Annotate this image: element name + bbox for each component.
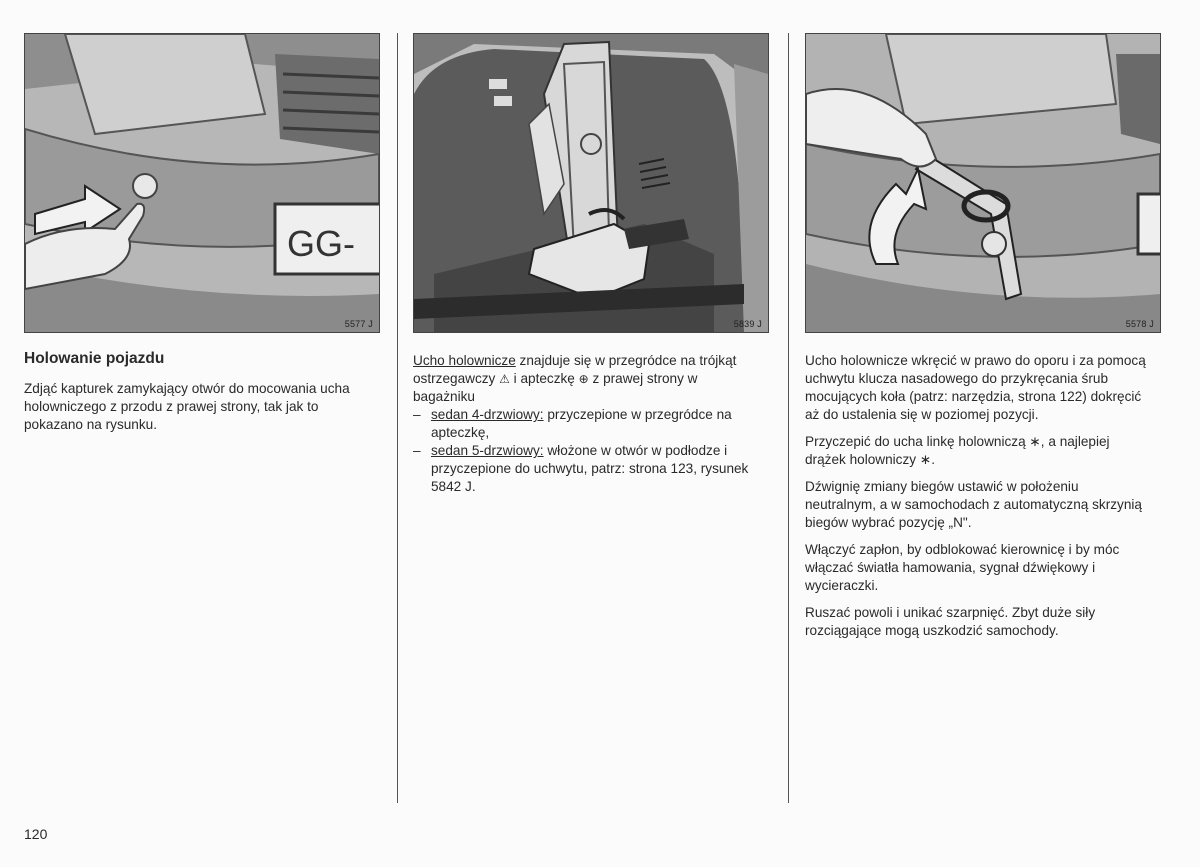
column-1 (24, 350, 359, 443)
dash-marker: – (413, 407, 421, 422)
first-aid-kit-icon: ⊕ (578, 372, 589, 386)
instruction-paragraph: Zdjąć kapturek zamykający otwór do mocowania ucha holowniczego z przodu z prawej strony, tak jak to pokazano na rysunku. (24, 381, 350, 432)
item-text: przyczepione w przegródce na apteczkę, (431, 407, 732, 440)
variant-term: sedan 5-drzwiowy: (431, 443, 544, 458)
instruction-paragraph: Przyczepić do ucha linkę holowniczą ∗, a najlepiej drążek holowniczy ∗. (805, 434, 1110, 467)
list-item (413, 442, 758, 496)
variant-term: sedan 4-drzwiowy: (431, 407, 544, 422)
illustration-wrench-tow-eye (806, 34, 1160, 332)
list-item (413, 406, 758, 442)
figure-remove-cap (24, 33, 380, 333)
column-3 (805, 352, 1150, 649)
warning-triangle-icon: ⚠ (499, 372, 510, 386)
instruction-paragraph: Włączyć zapłon, by odblokować kierownicę i by móc włączać światła hamowania, sygnał dźwiękowy i wycieraczki. (805, 542, 1120, 593)
dash-marker: – (413, 443, 421, 458)
instruction-paragraph: Dźwignię zmiany biegów ustawić w położeniu neutralnym, a w samochodach z automatyczną skrzynią biegów wybrać pozycję „N". (805, 479, 1142, 530)
text-fragment: znajduje się w przegródce na trójkąt ostrzegawczy (413, 353, 737, 386)
page-number: 120 (24, 826, 48, 842)
column-2 (413, 352, 758, 496)
section-heading: Holowanie pojazdu (24, 350, 165, 367)
figure-code: 5577 J (344, 319, 373, 329)
svg-text:GG-: GG- (287, 223, 355, 264)
illustration-trunk (414, 34, 768, 332)
figure-trunk-compartment (413, 33, 769, 333)
tow-eye-term: Ucho holownicze (413, 353, 516, 368)
instruction-paragraph: Ucho holownicze wkręcić w prawo do oporu i za pomocą uchwytu klucza nasadowego do przykręcania śrub mocujących koła (patrz: narzędzia, strona 122) dokręcić aż do ustalenia się w poziomej pozycji. (805, 353, 1146, 422)
instruction-paragraph: Ruszać powoli i unikać szarpnięć. Zbyt duże siły rozciągające mogą uszkodzić samochody. (805, 605, 1096, 638)
figure-code: 5839 J (733, 319, 762, 329)
location-paragraph (413, 352, 758, 406)
column-divider (788, 33, 789, 803)
text-fragment: i apteczkę (509, 371, 579, 386)
text-fragment: z prawej strony w bagażniku (413, 371, 698, 404)
figure-screw-tow-eye (805, 33, 1161, 333)
column-divider (397, 33, 398, 803)
illustration-front-bumper-cap (25, 34, 379, 332)
item-text: włożone w otwór w podłodze i przyczepione do uchwytu, patrz: strona 123, rysunek 5842 J. (431, 443, 749, 494)
figure-code: 5578 J (1125, 319, 1154, 329)
